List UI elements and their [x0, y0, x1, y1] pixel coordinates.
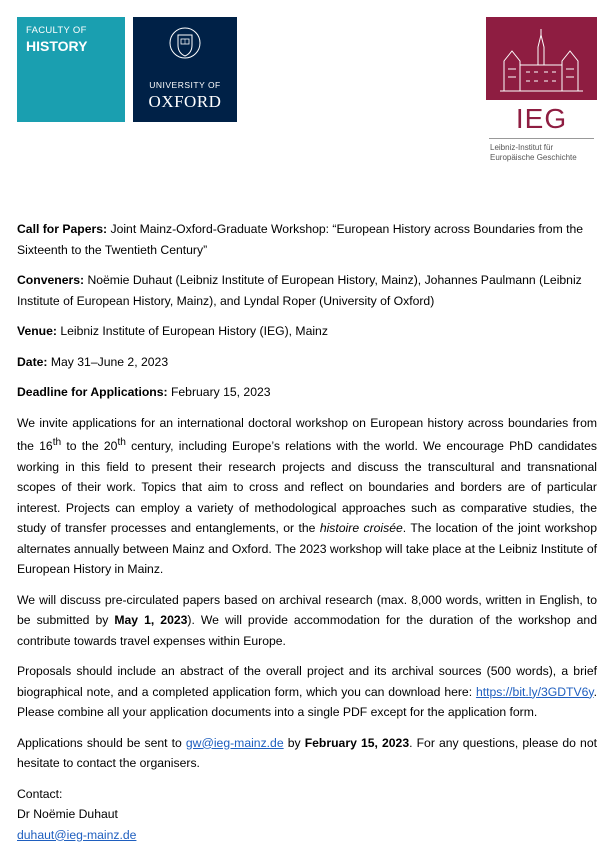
logo-history-small: FACULTY OF	[26, 25, 87, 36]
para1-text-c: century, including Europe’s relations with the world. We encourage PhD candidates working in this field to present their research projects and discuss the transcultural and transnational scopes of their work. Topics that aim to cross and reflect on boundaries and borders are of particular interest. Projects can employ a variety of methodological approaches such as comparative studies, the study of transfer processes and entanglements, or the	[17, 439, 597, 536]
application-deadline: February 15, 2023	[304, 735, 410, 750]
para1-text-d: . The location of the joint workshop alternates annually between Mainz and Oxford. The 2023 workshop will take place at the Leibniz Institute of European History in Mainz.	[17, 521, 597, 577]
logo-oxford-university: UNIVERSITY OF	[149, 80, 221, 90]
venue-text: Leibniz Institute of European History (IEG), Mainz	[56, 324, 328, 338]
applications-paragraph	[17, 733, 597, 774]
conveners-text: Noëmie Duhaut (Leibniz Institute of European History, Mainz), Johannes Paulmann (Leibniz Institute of European History, Mainz), and Lyndal Roper (University of Oxford)	[17, 273, 582, 308]
application-form-link[interactable]: https://bit.ly/3GDTV6y	[475, 684, 594, 699]
venue-label: Venue:	[17, 324, 57, 338]
ieg-subtitle-line2: Europäische Geschichte	[490, 153, 577, 162]
para2-text-a: We will discuss pre-circulated papers based on archival research (max. 8,000 words, written in English, to be submitted by	[17, 592, 597, 628]
date-line	[17, 352, 597, 373]
deadline-text: February 15, 2023	[167, 385, 271, 399]
papers-paragraph	[17, 590, 597, 652]
deadline-line	[17, 382, 597, 403]
para1-sup2: th	[117, 437, 126, 448]
para4-text-b: by	[283, 735, 305, 750]
ieg-divider	[489, 138, 594, 139]
call-for-papers-document	[17, 219, 597, 855]
para1-sup1: th	[52, 437, 62, 448]
ieg-subtitle-line1: Leibniz-Institut für	[490, 143, 554, 152]
ieg-logo	[486, 17, 597, 169]
logo-oxford-name: OXFORD	[148, 92, 222, 111]
paper-deadline: May 1, 2023	[114, 613, 188, 628]
date-label: Date:	[17, 354, 48, 369]
para1-text-a: We invite applications for an international doctoral workshop on European history across boundaries from the 16	[17, 415, 597, 454]
deadline-label: Deadline for Applications:	[17, 385, 168, 399]
para2-text-b: ). We will provide accommodation for the duration of the workshop and contribute towards travel expenses within Europe.	[17, 613, 597, 648]
contact-name: Dr Noëmie Duhaut	[17, 807, 118, 822]
para4-text-c: . For any questions, please do not hesitate to contact the organisers.	[17, 735, 597, 771]
university-of-oxford-logo	[133, 17, 237, 122]
conveners-label: Conveners:	[17, 273, 85, 287]
faculty-of-history-logo	[17, 17, 125, 122]
cfp-line	[17, 219, 597, 260]
para3-text-b: . Please combine all your application documents into a single PDF except for the application form.	[17, 684, 597, 720]
ieg-wordmark: IEG	[515, 103, 568, 134]
ieg-building-icon	[496, 25, 587, 95]
cfp-text: Joint Mainz-Oxford-Graduate Workshop: “European History across Boundaries from the Sixteenth to the Twentieth Century”	[17, 222, 584, 257]
date-text: May 31–June 2, 2023	[47, 354, 169, 369]
cfp-label: Call for Papers:	[17, 222, 108, 236]
contact-label: Contact:	[17, 786, 63, 801]
invitation-paragraph	[17, 413, 597, 580]
ieg-logo-box	[486, 17, 597, 100]
oxford-crest-icon	[168, 26, 202, 66]
proposals-paragraph	[17, 661, 597, 723]
logo-history-big: HISTORY	[26, 38, 88, 54]
para1-italic: histoire croisée	[319, 521, 403, 536]
para3-text-a: Proposals should include an abstract of the overall project and its archival sources (500 words), a brief biographical note, and a completed application form, which you can download here:	[17, 664, 597, 699]
para1-text-b: to the 20	[61, 439, 118, 454]
contact-block	[17, 784, 597, 846]
contact-email-link[interactable]: duhaut@ieg-mainz.de	[17, 827, 137, 842]
conveners-line	[17, 270, 597, 311]
venue-line	[17, 321, 597, 342]
applications-email-link[interactable]: gw@ieg-mainz.de	[185, 735, 284, 750]
para4-text-a: Applications should be sent to	[17, 735, 186, 750]
ieg-subtitle	[490, 143, 598, 163]
